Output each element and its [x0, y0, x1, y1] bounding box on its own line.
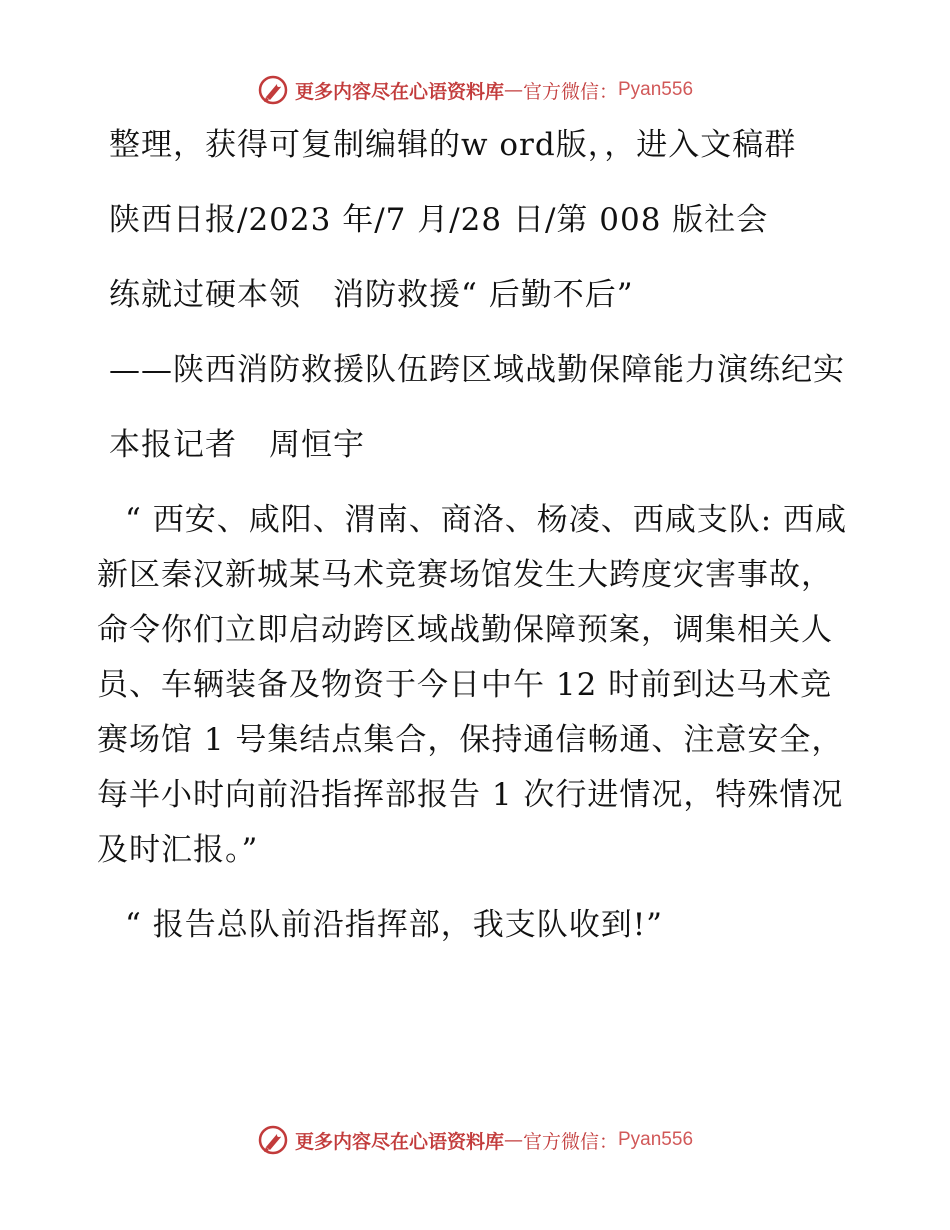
paragraph-1: “ 西安、咸阳、渭南、商洛、杨凌、西咸支队: 西咸新区秦汉新城某马术竞赛场馆发生大跨度灾害事故，命令你们立即启动跨区域战勤保障预案，调集相关人员、车辆装备及物资于今日中午 12 时前到达马术竞赛场馆 1 号集结点集合，保持通信畅通、注意安全，每半小时向前沿指挥部报告 1 次行进情况，特殊情况及时汇报。”	[97, 502, 847, 868]
banner-wechat-label: 官方微信：	[522, 1130, 618, 1153]
subheadline: ——陕西消防救援队伍跨区域战勤保障能力演练纪实	[109, 352, 845, 388]
paragraph-2: “ 报告总队前沿指挥部，我支队收到!”	[125, 907, 664, 943]
banner-dash: —	[503, 79, 523, 101]
banner-dash: —	[503, 1129, 523, 1151]
header-banner	[0, 70, 950, 110]
intro-line: 整理，获得可复制编辑的w ord版，，进入文稿群	[109, 127, 797, 163]
banner-site-text: 更多内容尽在心语资料库	[294, 1130, 504, 1153]
pen-logo-icon	[257, 74, 289, 106]
footer-banner	[0, 1120, 950, 1160]
banner-wechat-id: Pyan556	[618, 1129, 694, 1150]
pen-logo-icon	[257, 1124, 289, 1156]
banner-wechat-label: 官方微信：	[522, 80, 618, 103]
byline: 本报记者 周恒宇	[109, 427, 365, 463]
source-line: 陕西日报/2023 年/7 月/28 日/第 008 版社会	[109, 202, 769, 238]
headline: 练就过硬本领 消防救援“ 后勤不后”	[109, 277, 634, 313]
document-body	[97, 118, 857, 953]
banner-site-text: 更多内容尽在心语资料库	[294, 80, 504, 103]
banner-wechat-id: Pyan556	[618, 79, 694, 100]
